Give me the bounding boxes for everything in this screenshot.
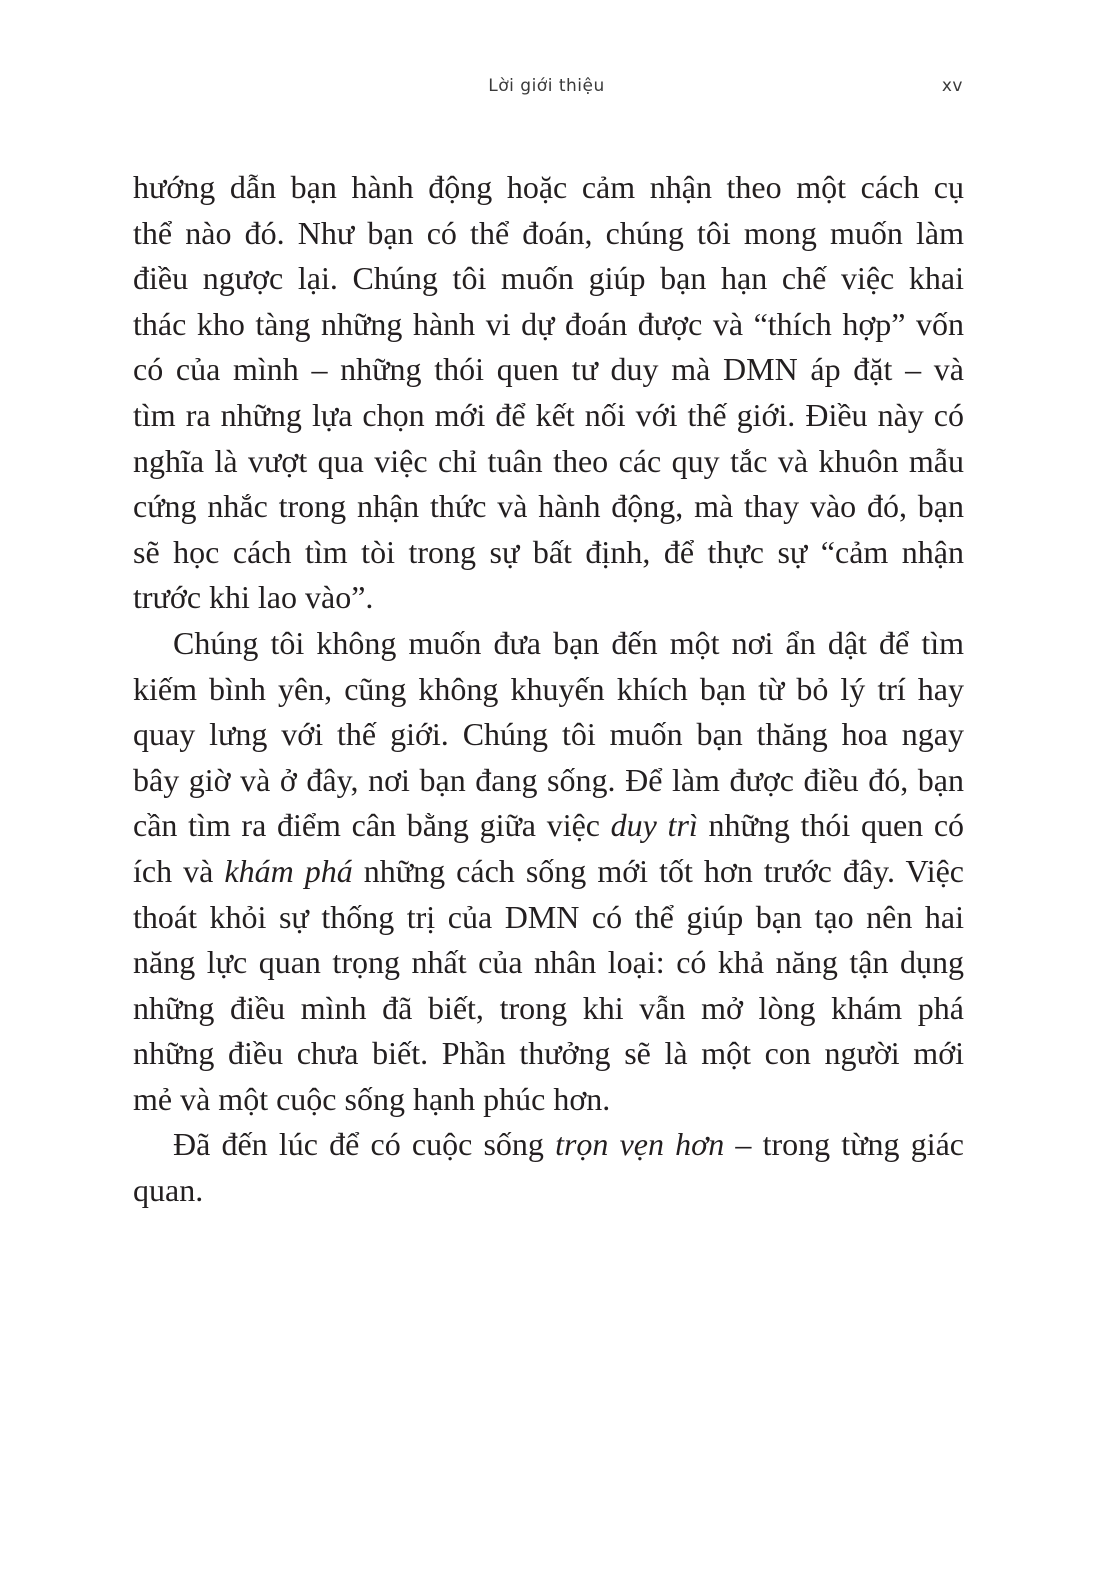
text-line: kiếm bình yên, cũng không khuyến khích bạn từ bỏ lý trí hay xyxy=(133,670,964,707)
text-line: mẻ và một cuộc sống hạnh phúc hơn. xyxy=(133,1080,611,1117)
text-line: những điều chưa biết. Phần thưởng sẽ là một con người mới xyxy=(133,1035,964,1072)
text-line: quay lưng với thế giới. Chúng tôi muốn bạn thăng hoa ngay xyxy=(133,716,964,753)
text-line: năng lực quan trọng nhất của nhân loại: có khả năng tận dụng xyxy=(133,944,964,981)
text-line: thoát khỏi sự thống trị của DMN có thể giúp bạn tạo nên hai xyxy=(133,898,964,935)
paragraph-2 xyxy=(133,621,964,1123)
text-line xyxy=(133,803,964,849)
text-line: hướng dẫn bạn hành động hoặc cảm nhận theo một cách cụ xyxy=(133,169,964,205)
text-line: điều ngược lại. Chúng tôi muốn giúp bạn hạn chế việc khai xyxy=(133,260,964,297)
text-line: bây giờ và ở đây, nơi bạn đang sống. Để làm được điều đó, bạn xyxy=(133,761,964,798)
text-line: thể nào đó. Như bạn có thể đoán, chúng tôi mong muốn làm xyxy=(133,214,964,251)
text-segment: những thói quen có xyxy=(697,807,965,844)
text-line: tìm ra những lựa chọn mới để kết nối với thế giới. Điều này có xyxy=(133,396,964,433)
text-line: thác kho tàng những hành vi dự đoán được và “thích hợp” vốn xyxy=(133,305,964,342)
text-line: nghĩa là vượt qua việc chỉ tuân theo các quy tắc và khuôn mẫu xyxy=(133,442,964,479)
text-line: sẽ học cách tìm tòi trong sự bất định, để thực sự “cảm nhận xyxy=(133,533,964,570)
text-segment: Đã đến lúc để có cuộc sống xyxy=(173,1126,556,1163)
text-line: trước khi lao vào”. xyxy=(133,579,374,616)
italic-text: trọn vẹn hơn xyxy=(555,1126,725,1163)
text-line: có của mình – những thói quen tư duy mà DMN áp đặt – và xyxy=(133,351,964,388)
text-segment: ích và xyxy=(133,852,225,889)
text-line xyxy=(133,849,964,895)
text-segment: cần tìm ra điểm cân bằng giữa việc xyxy=(133,807,611,844)
text-line: quan. xyxy=(133,1172,204,1209)
italic-text: khám phá xyxy=(224,852,353,889)
text-line: Chúng tôi không muốn đưa bạn đến một nơi ẩn dật để tìm xyxy=(173,624,964,661)
text-segment: – trong từng giác xyxy=(724,1126,965,1163)
running-header-title: Lời giới thiệu xyxy=(488,76,605,96)
text-segment: những cách sống mới tốt hơn trước đây. Việc xyxy=(352,852,965,889)
paragraph-3 xyxy=(133,1122,964,1213)
italic-text: duy trì xyxy=(610,807,698,844)
text-line xyxy=(133,1122,964,1168)
page-number: xv xyxy=(941,76,963,96)
text-line: cứng nhắc trong nhận thức và hành động, mà thay vào đó, bạn xyxy=(133,488,964,525)
page-body xyxy=(133,165,964,1214)
text-line: những điều mình đã biết, trong khi vẫn mở lòng khám phá xyxy=(133,989,964,1026)
paragraph-1 xyxy=(133,165,964,621)
